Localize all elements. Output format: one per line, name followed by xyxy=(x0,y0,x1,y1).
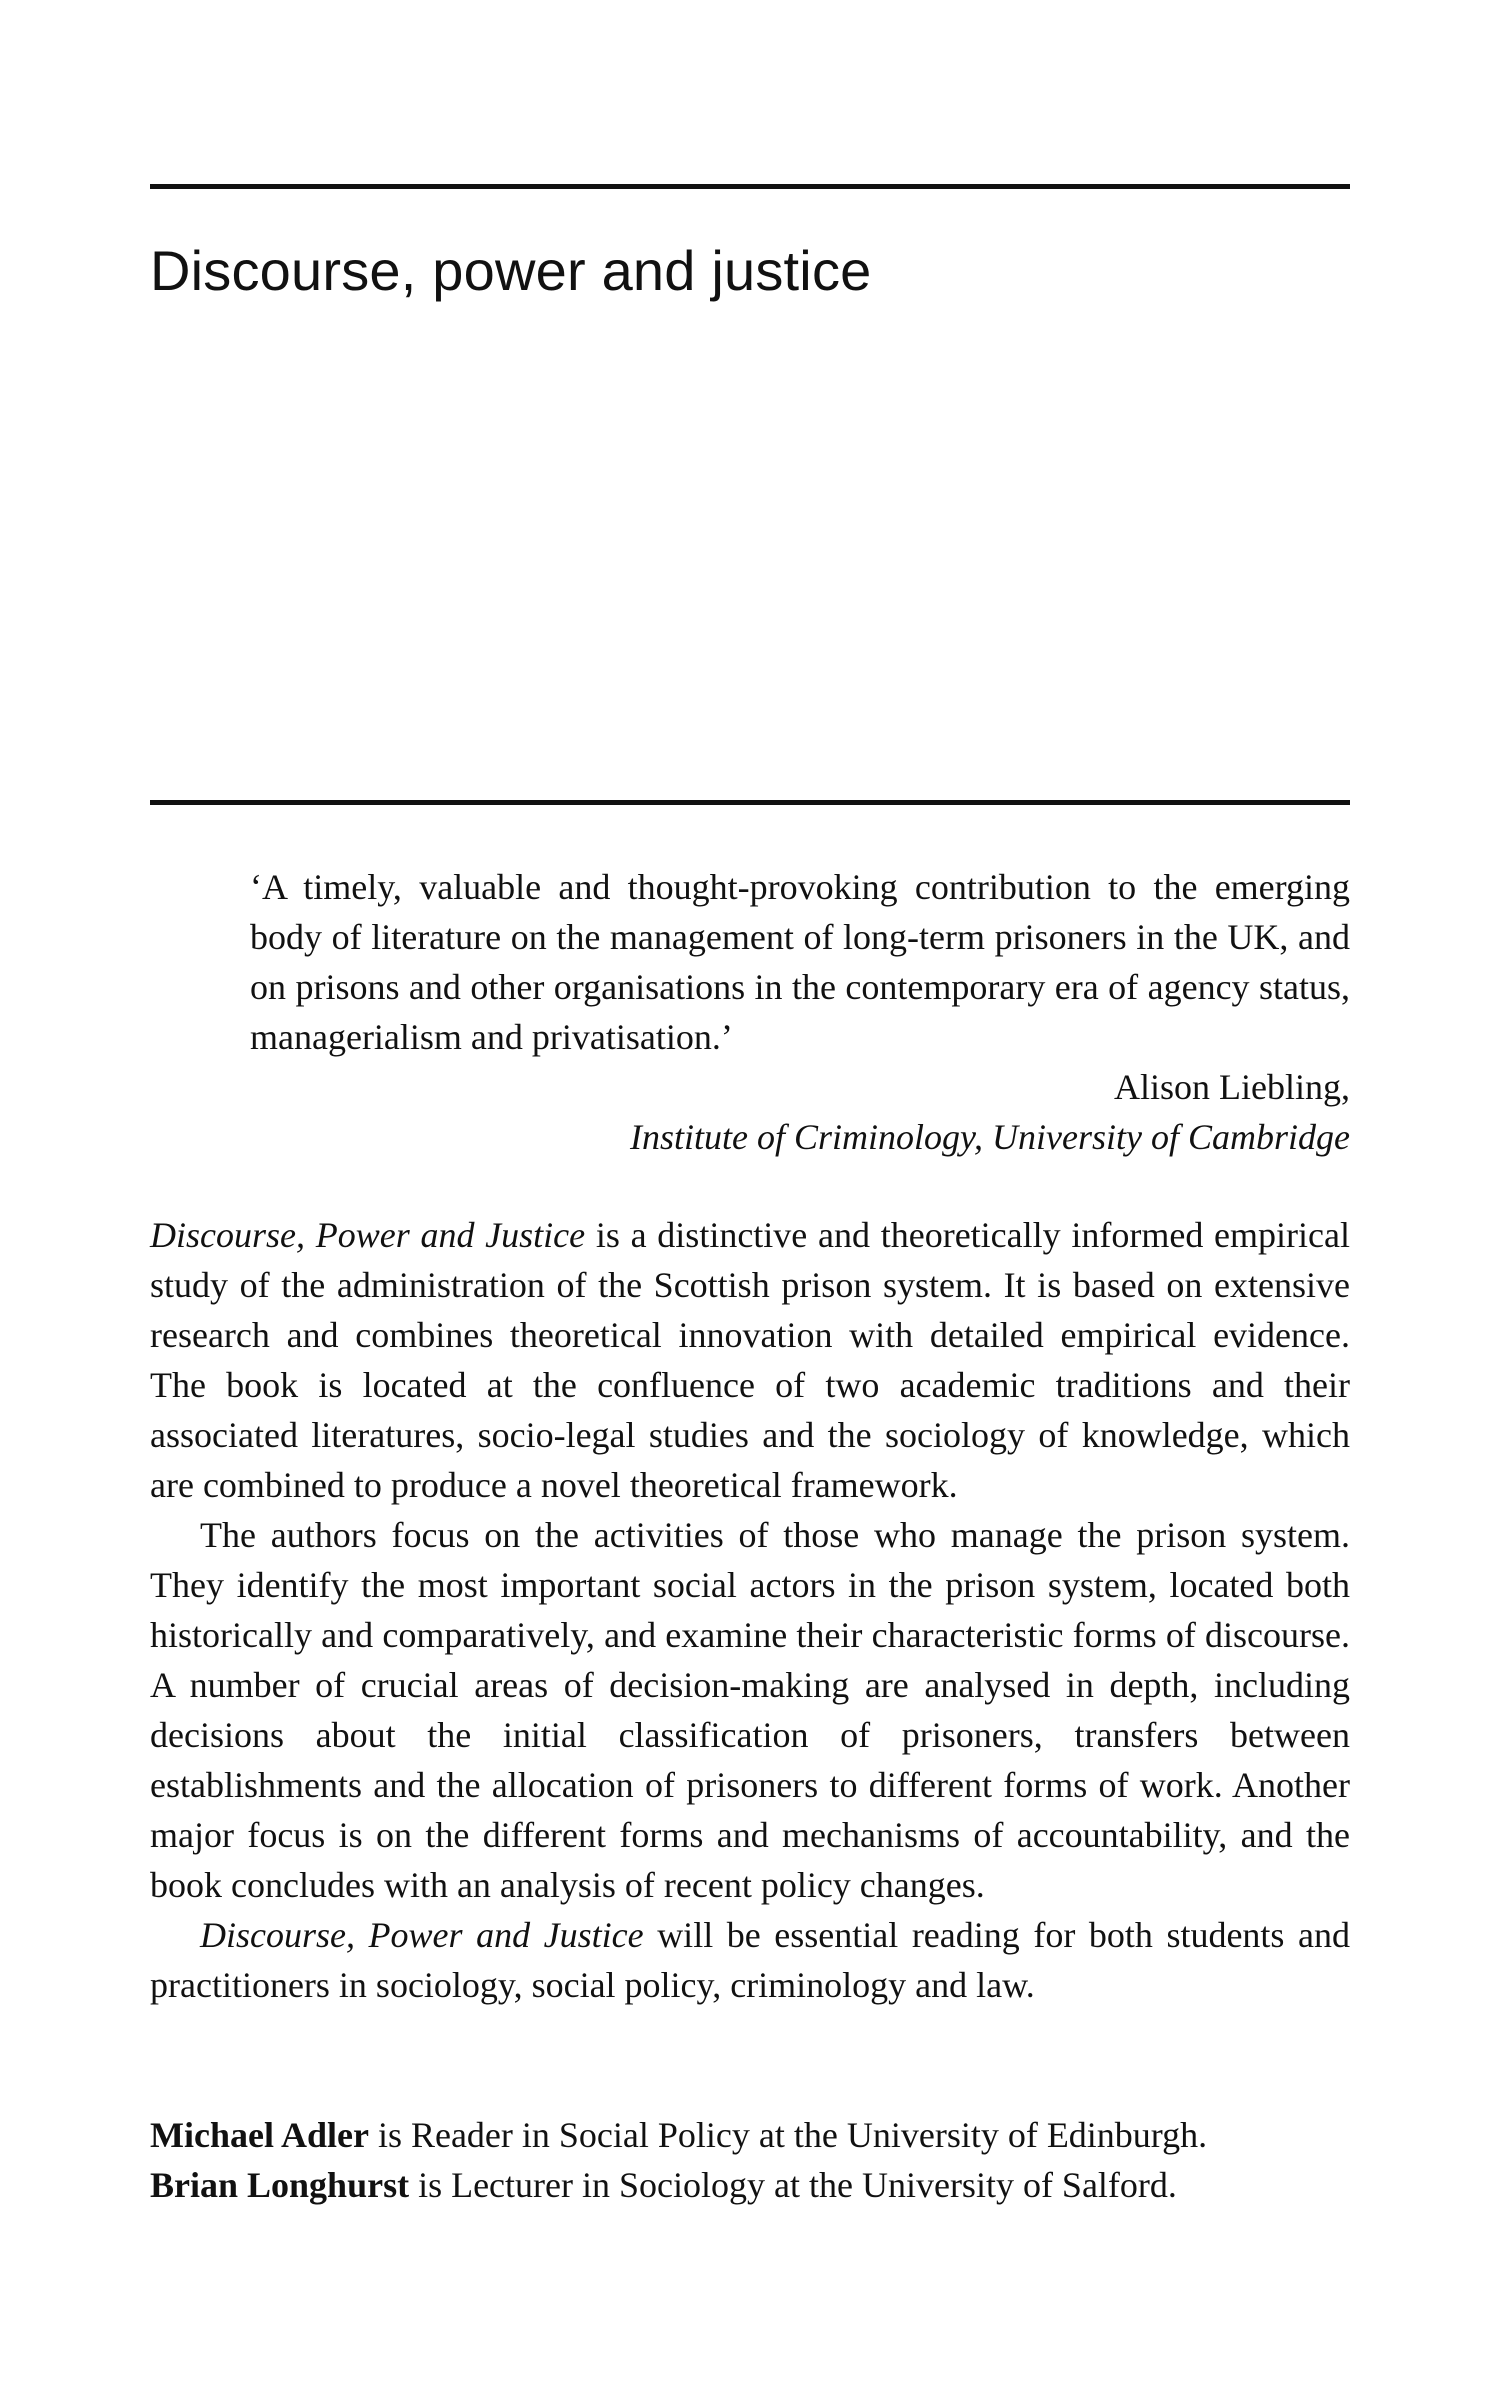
section-rule xyxy=(150,800,1350,805)
endorsement-affiliation: Institute of Criminology, University of Cambridge xyxy=(630,1117,1350,1157)
endorsement-quote: ‘A timely, valuable and thought-provoking contribution to the emerging body of literature on the management of long-term prisoners in the UK, and on prisons and other organisations in the contemporary era of agency status, managerialism and privatisation.’ xyxy=(250,867,1350,1057)
author-name: Brian Longhurst xyxy=(150,2165,410,2205)
book-description xyxy=(150,1210,1350,2010)
description-paragraph-3 xyxy=(150,1910,1350,2010)
description-text-3: will be essential reading for both students and practitioners in sociology, social policy, criminology and law. xyxy=(150,1915,1350,2005)
author-description: is Reader in Social Policy at the University of Edinburgh. xyxy=(368,2115,1208,2155)
author-bio xyxy=(150,2110,1350,2160)
description-paragraph-2: The authors focus on the activities of those who manage the prison system. They identify the most important social actors in the prison system, located both historically and comparatively, and examine their characteristic forms of discourse. A number of crucial areas of decision-making are analysed in depth, including decisions about the initial classification of prisoners, transfers between establishments and the allocation of prisoners to different forms of work. Another major focus is on the different forms and mechanisms of accountability, and the book concludes with an analysis of recent policy changes. xyxy=(150,1515,1350,1905)
description-text-1: is a distinctive and theoretically informed empirical study of the administration of the Scottish prison system. It is based on extensive research and combines theoretical innovation with detailed empirical evidence. The book is located at the confluence of two academic traditions and their associated literatures, socio-legal studies and the sociology of knowledge, which are combined to produce a novel theoretical framework. xyxy=(150,1215,1350,1505)
endorsement xyxy=(250,862,1350,1162)
author-bio xyxy=(150,2160,1350,2210)
endorsement-author: Alison Liebling, xyxy=(1114,1067,1350,1107)
book-title-italic: Discourse, Power and Justice xyxy=(200,1915,644,1955)
author-bios xyxy=(150,2110,1350,2210)
description-paragraph-1 xyxy=(150,1210,1350,1510)
top-rule xyxy=(150,184,1350,189)
endorsement-attribution xyxy=(250,1062,1350,1162)
book-title-italic: Discourse, Power and Justice xyxy=(150,1215,586,1255)
author-description: is Lecturer in Sociology at the University of Salford. xyxy=(409,2165,1177,2205)
page-title: Discourse, power and justice xyxy=(150,239,872,302)
author-name: Michael Adler xyxy=(150,2115,369,2155)
